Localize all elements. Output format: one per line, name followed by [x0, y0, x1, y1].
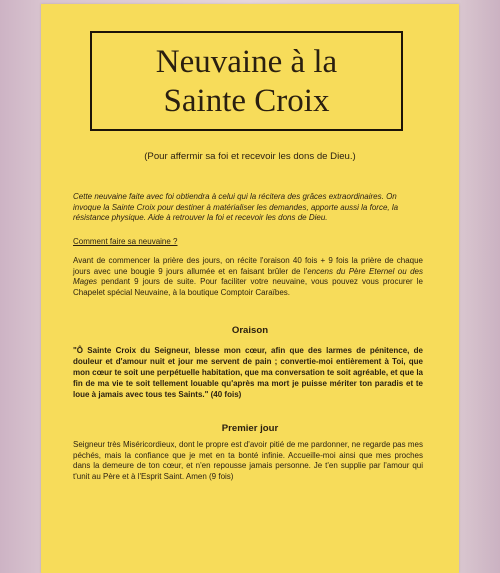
howto-text-1: Avant de commencer la prière des jours, on récite l'oraison 40 fois + 9 fois la prière de chaque jours avec une bougie 9 jours allumée et en faisant brûler de l'	[73, 256, 423, 276]
prayer-sheet	[41, 4, 459, 573]
title-box	[90, 31, 403, 131]
title-line-2: Sainte Croix	[163, 83, 330, 119]
howto-paragraph	[73, 256, 423, 298]
howto-heading: Comment faire sa neuvaine ?	[73, 237, 178, 246]
intro-paragraph: Cette neuvaine faite avec foi obtiendra à celui qui la récitera des grâces extraordinaires. On invoque la Sainte Croix pour destiner à matérialiser les demandes, apporte aussi la force, la résistance physique. Aide à retrouver la foi et recevoir les dons de Dieu.	[73, 192, 399, 222]
title-line-1: Neuvaine à la	[155, 44, 338, 80]
oraison-heading: Oraison	[231, 325, 269, 336]
subtitle: (Pour affermir sa foi et recevoir les dons de Dieu.)	[144, 151, 356, 162]
day1-heading: Premier jour	[221, 423, 279, 434]
oraison-paragraph: "Ô Sainte Croix du Seigneur, blesse mon cœur, afin que des larmes de pénitence, de douleur et d'amour nuit et jour me servent de pain ; convertie-moi entièrement à Toi, que mon cœur te soit une perpétuelle habitation, que ma conversation te soit agréable, et que la fin de ma vie te soit tellement louable qu'après ma mort je puisse mériter ton paradis et te loue à jamais avec tous tes Saints." (40 fois)	[73, 346, 423, 399]
day1-paragraph: Seigneur très Miséricordieux, dont le propre est d'avoir pitié de me pardonner, ne regarde pas mes péchés, mais la confiance que je met en ta bonté infinie. Accueille-moi ainsi que mes proches dans la demeure de ton cœur, et n'en repousse jamais personne. Je t'en supplie par l'amour qui t'unit au Père et à l'Esprit Saint. Amen (9 fois)	[73, 440, 423, 481]
howto-text-2: pendant 9 jours de suite. Pour faciliter votre neuvaine, vous pouvez vous procurer le Chapelet spécial Neuvaine, à la boutique Comptoir Caraïbes.	[73, 277, 423, 297]
howto-text-italic: encens du Père Eternel ou des Mages	[73, 266, 423, 286]
